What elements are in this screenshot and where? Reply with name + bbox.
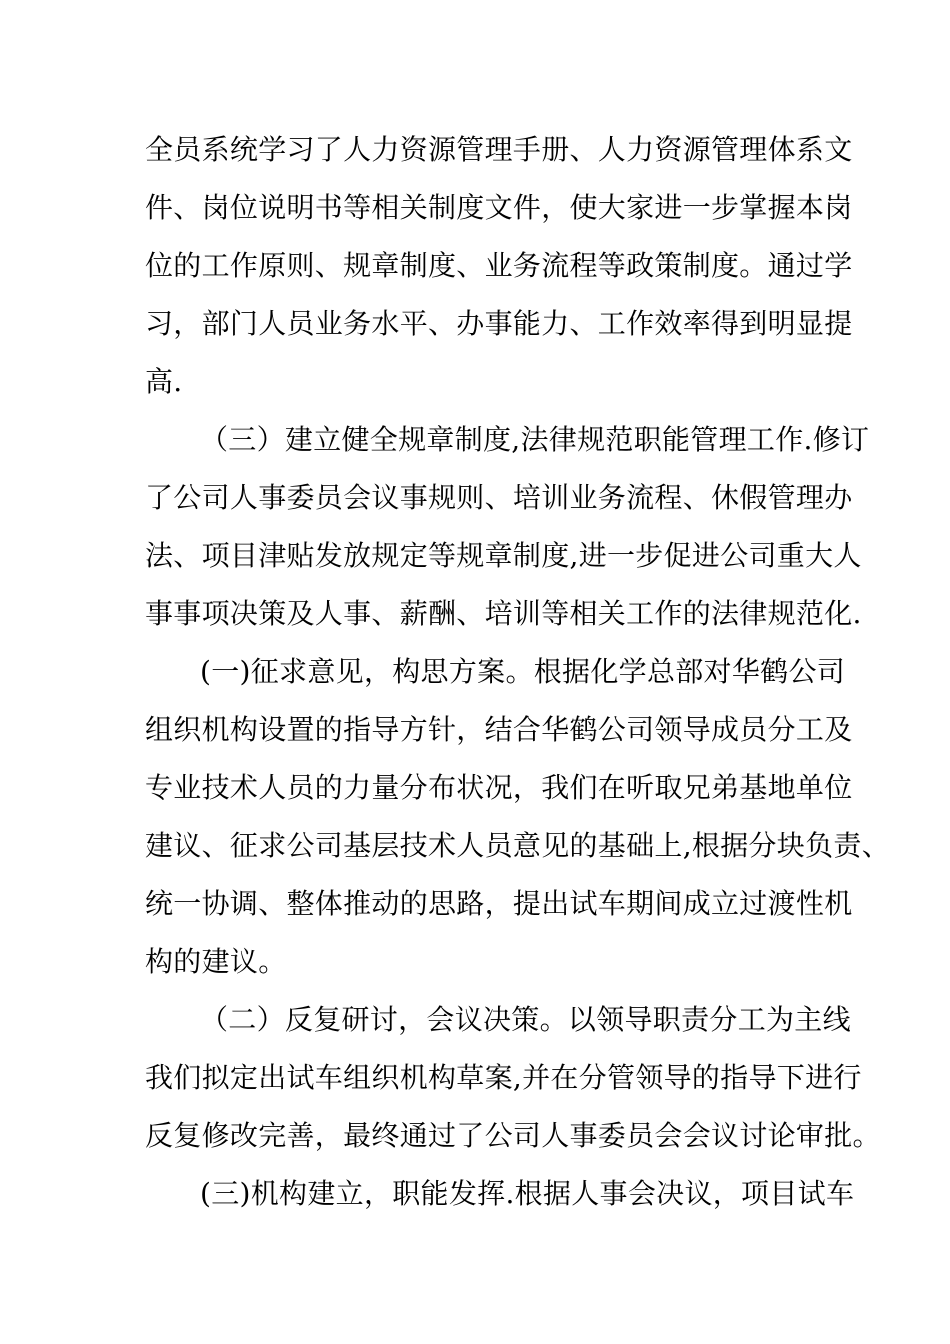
text-line: 组织机构设置的指导方针，结合华鹤公司领导成员分工及 — [145, 713, 853, 746]
text-line: 位的工作原则、规章制度、业务流程等政策制度。通过学 — [145, 249, 853, 282]
text-line: 习，部门人员业务水平、办事能力、工作效率得到明显提 — [145, 307, 853, 340]
text-line: 我们拟定出试车组织机构草案,并在分管领导的指导下进行 — [145, 1061, 862, 1094]
section-heading-line: (三)机构建立，职能发挥.根据人事会决议，项目试车 — [200, 1177, 855, 1210]
text-line: 统一协调、整体推动的思路，提出试车期间成立过渡性机 — [145, 887, 853, 920]
text-line: 事事项决策及人事、薪酬、培训等相关工作的法律规范化. — [145, 597, 862, 630]
text-line: 全员系统学习了人力资源管理手册、人力资源管理体系文 — [145, 133, 853, 166]
text-line: 法、项目津贴发放规定等规章制度,进一步促进公司重大人 — [145, 539, 862, 572]
text-line: 了公司人事委员会议事规则、培训业务流程、休假管理办 — [145, 481, 853, 514]
text-line: 反复修改完善，最终通过了公司人事委员会会议讨论审批。 — [145, 1119, 881, 1152]
text-line: 专业技术人员的力量分布状况，我们在听取兄弟基地单位 — [145, 771, 853, 804]
text-line: 件、岗位说明书等相关制度文件，使大家进一步掌握本岗 — [145, 191, 853, 224]
text-line: 高. — [145, 365, 183, 398]
section-heading-line: (一)征求意见，构思方案。根据化学总部对华鹤公司 — [200, 655, 846, 688]
text-line: 建议、征求公司基层技术人员意见的基础上,根据分块负责、 — [145, 829, 891, 862]
section-heading-line: （二）反复研讨，会议决策。以领导职责分工为主线 — [200, 1003, 851, 1036]
section-heading-line: （三）建立健全规章制度,法律规范职能管理工作.修订 — [200, 423, 870, 456]
text-line: 构的建议。 — [145, 945, 287, 978]
